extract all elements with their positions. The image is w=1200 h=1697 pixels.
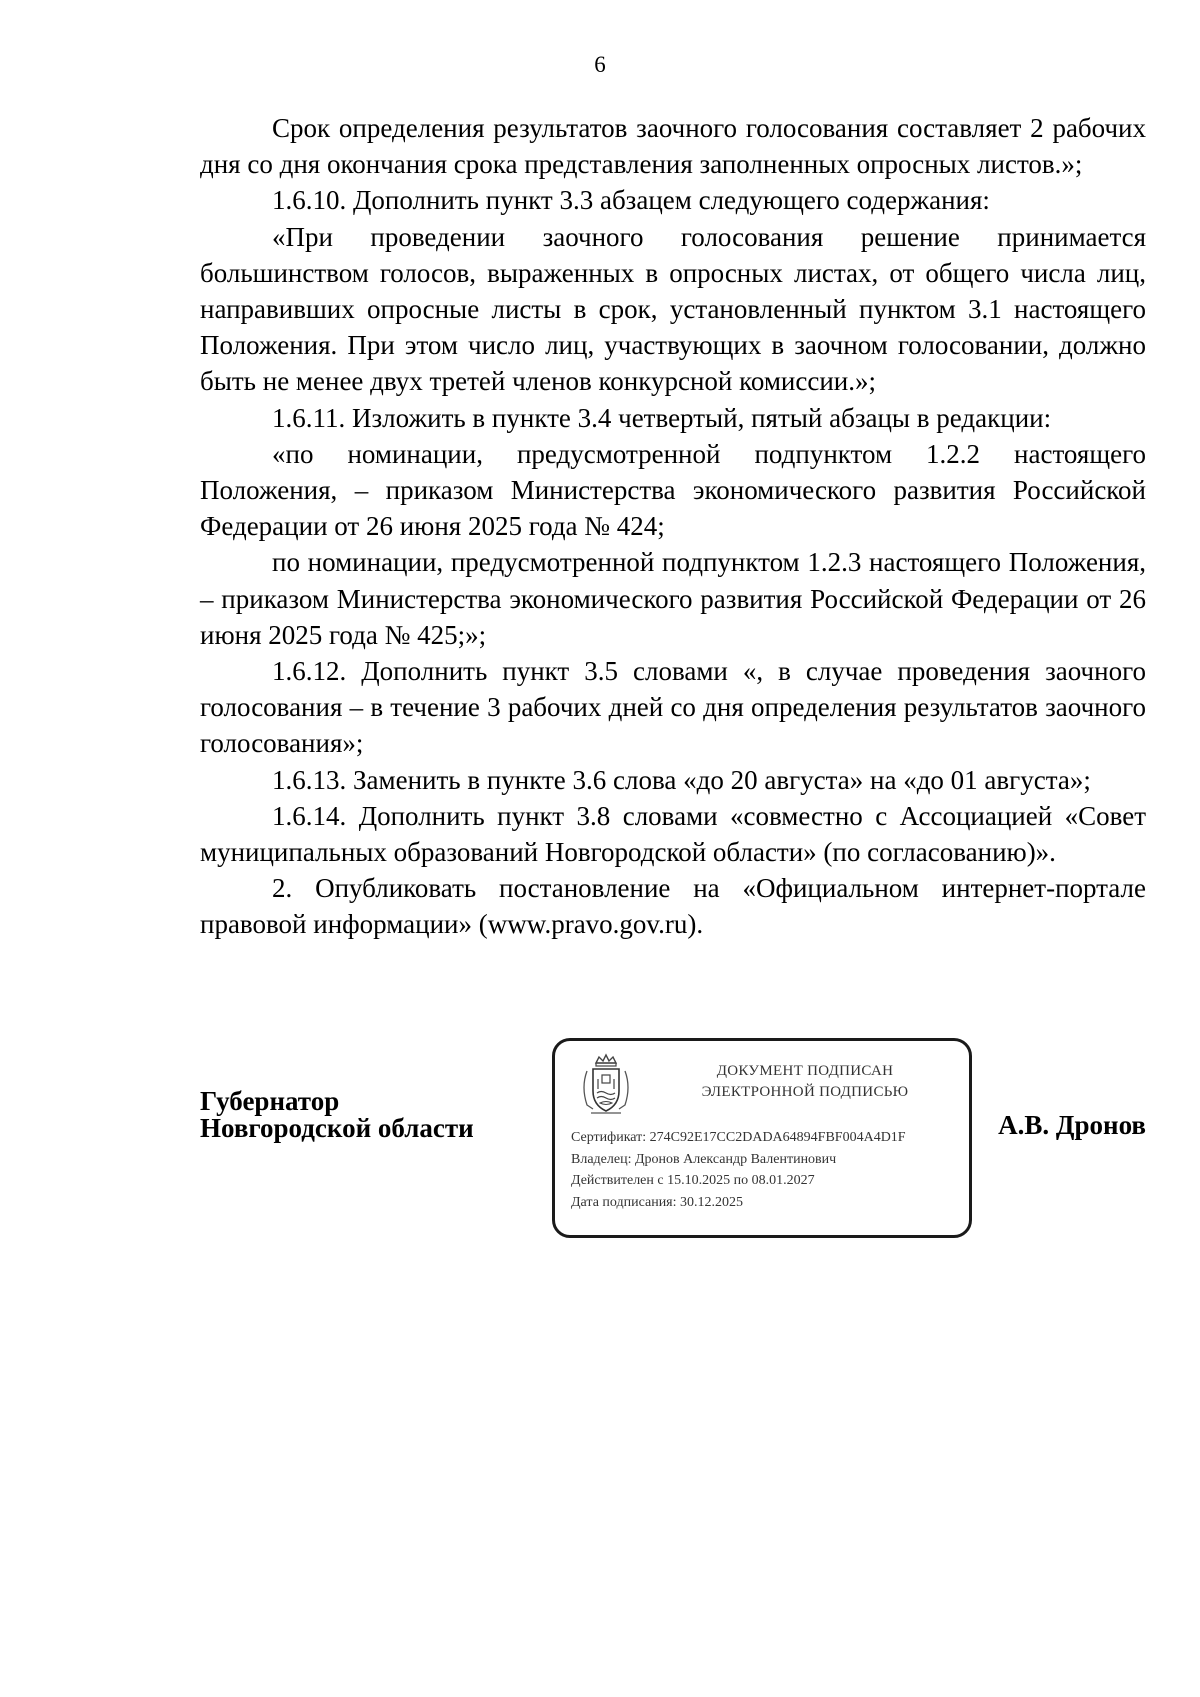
- signer-position-line2: Новгородской области: [200, 1113, 474, 1143]
- document-body: [200, 110, 1146, 943]
- page-number: 6: [594, 52, 606, 77]
- paragraph-1-6-11: 1.6.11. Изложить в пункте 3.4 четвертый, пятый абзацы в редакции:: [272, 402, 1052, 433]
- stamp-details: [571, 1127, 906, 1213]
- paragraph-1-6-12: 1.6.12. Дополнить пункт 3.5 словами «, в случае проведения заочного голосования – в течение 3 рабочих дней со дня определения результатов заочного голосования»;: [200, 656, 1146, 759]
- electronic-signature-stamp: [552, 1038, 972, 1238]
- paragraph-vote-results-deadline: Срок определения результатов заочного голосования составляет 2 рабочих дня со дня окончания срока представления заполненных опросных листов.»;: [200, 113, 1146, 180]
- stamp-owner: Владелец: Дронов Александр Валентинович: [571, 1151, 837, 1167]
- stamp-validity: Действителен с 15.10.2025 по 08.01.2027: [571, 1173, 815, 1188]
- stamp-heading: [655, 1061, 955, 1103]
- coat-of-arms-icon: [577, 1053, 635, 1117]
- paragraph-1-6-14: 1.6.14. Дополнить пункт 3.8 словами «совместно с Ассоциацией «Совет муниципальных образований Новгородской области» (по согласованию)».: [200, 800, 1146, 868]
- stamp-heading-line2: ЭЛЕКТРОННОЙ ПОДПИСЬЮ: [701, 1084, 909, 1100]
- paragraph-1-6-10: 1.6.10. Дополнить пункт 3.3 абзацем следующего содержания:: [272, 185, 990, 216]
- paragraph-publish: 2. Опубликовать постановление на «Официальном интернет-портале правовой информации» (www.pravo.gov.ru).: [200, 873, 1146, 940]
- paragraph-1-6-13: 1.6.13. Заменить в пункте 3.6 слова «до 20 августа» на «до 01 августа»;: [272, 764, 1091, 795]
- signer-name: А.В. Дронов: [998, 1110, 1146, 1140]
- signer-position: [200, 1088, 474, 1142]
- paragraph-nomination-1-2-3: по номинации, предусмотренной подпунктом 1.2.3 настоящего Положения, – приказом Министерства экономического развития Российской Федерации от 26 июня 2025 года № 425;»;: [200, 547, 1146, 650]
- stamp-signed-date: Дата подписания: 30.12.2025: [571, 1194, 744, 1210]
- signer-position-line1: Губернатор: [200, 1086, 340, 1116]
- stamp-heading-line1: ДОКУМЕНТ ПОДПИСАН: [716, 1063, 894, 1079]
- paragraph-nomination-1-2-2: «по номинации, предусмотренной подпунктом 1.2.2 настоящего Положения, – приказом Министерства экономического развития Российской Федерации от 26 июня 2025 года № 424;: [200, 438, 1146, 542]
- stamp-certificate: Сертификат: 274C92E17CC2DADA64894FBF004A4D1F: [571, 1130, 906, 1145]
- paragraph-quote-absentee-vote: «При проведении заочного голосования решение принимается большинством голосов, выраженных в опросных листах, от общего числа лиц, направивших опросные листы в срок, установленный пунктом 3.1 настоящего Положения. При этом число лиц, участвующих в заочном голосовании, должно быть не менее двух третей членов конкурсной комиссии.»;: [200, 221, 1146, 397]
- signature-block: [200, 1038, 1146, 1238]
